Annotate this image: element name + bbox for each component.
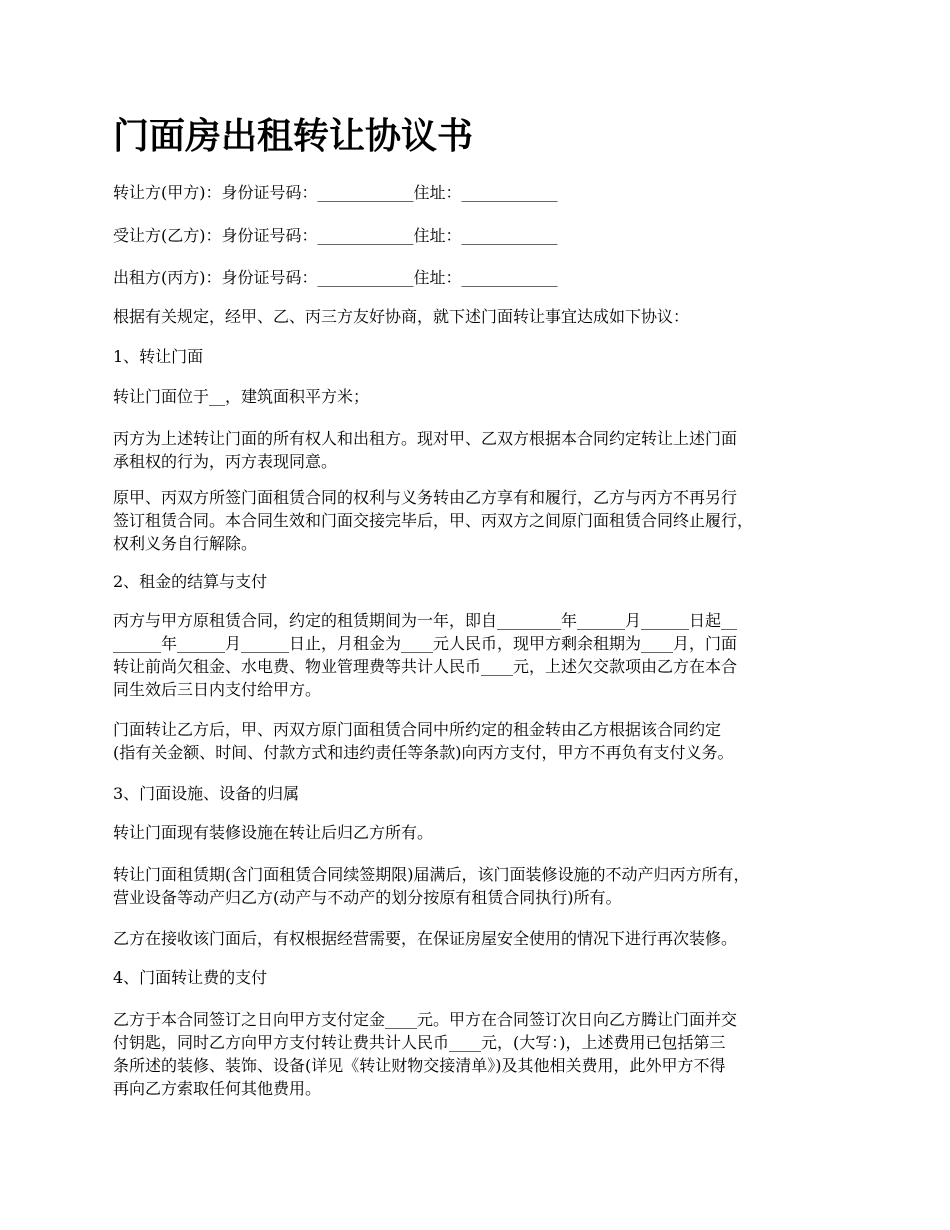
preamble-paragraph: 根据有关规定，经甲、乙、丙三方友好协商，就下述门面转让事宜达成如下协议： [113,307,690,326]
section-1-paragraph-3: 原甲、丙双方所签门面租赁合同的权利与义务转由乙方享有和履行，乙方与丙方不再另行 签订租赁合同。本合同生效和门面交接完毕后，甲、丙双方之间原门面租赁合同终止履行， 权利义务自行解除。 [113,488,754,553]
section-2-paragraph-2: 门面转让乙方后，甲、丙双方原门面租赁合同中所约定的租金转由乙方根据该合同约定 (指有关金额、时间、付款方式和违约责任等条款)向丙方支付，甲方不再负有支付义务。 [113,720,734,762]
section-3-paragraph-2: 转让门面租赁期(含门面租赁合同续签期限)届满后，该门面装修设施的不动产归丙方所有， 营业设备等动产归乙方(动产与不动产的划分按原有租赁合同执行)所有。 [113,865,750,907]
section-heading-3: 3、门面设施、设备的归属 [113,784,300,803]
document-title: 门面房出租转让协议书 [113,115,474,157]
section-3-paragraph-1: 转让门面现有装修设施在转让后归乙方所有。 [113,823,434,842]
party-a-line: 转让方(甲方)：身份证号码：____________住址：____________ [113,183,558,202]
section-heading-4: 4、门面转让费的支付 [113,968,268,987]
section-2-paragraph-1: 丙方与甲方原租赁合同，约定的租赁期间为一年，即自________年______月______日起__ ______年______月______日止，月租金为____元人民币，现甲方剩余租期为____月，门面 转让前尚欠租金、水电费、物业管理费等共计人民币____元，上述欠交款项由乙方在本合 同生效后三日内支付给甲方。 [113,611,738,699]
section-heading-1: 1、转让门面 [113,347,204,366]
section-1-paragraph-2: 丙方为上述转让门面的所有权人和出租方。现对甲、乙双方根据本合同约定转让上述门面 承租权的行为，丙方表现同意。 [113,429,738,471]
section-heading-2: 2、租金的结算与支付 [113,572,268,591]
section-4-paragraph-1: 乙方于本合同签订之日向甲方支付定金____元。甲方在合同签订次日向乙方腾让门面并交 付钥匙，同时乙方向甲方支付转让费共计人民币____元，(大写：)，上述费用已包括第三 条所述的装修、装饰、设备(详见《转让财物交接清单》)及其他相关费用，此外甲方不得 再向乙方索取任何其他费用。 [113,1010,738,1098]
party-b-line: 受让方(乙方)：身份证号码：____________住址：____________ [113,226,558,245]
section-3-paragraph-3: 乙方在接收该门面后，有权根据经营需要，在保证房屋安全使用的情况下进行再次装修。 [113,929,738,948]
section-1-paragraph-1: 转让门面位于__，建筑面积平方米； [113,387,370,406]
party-c-line: 出租方(丙方)：身份证号码：____________住址：____________ [113,268,558,287]
